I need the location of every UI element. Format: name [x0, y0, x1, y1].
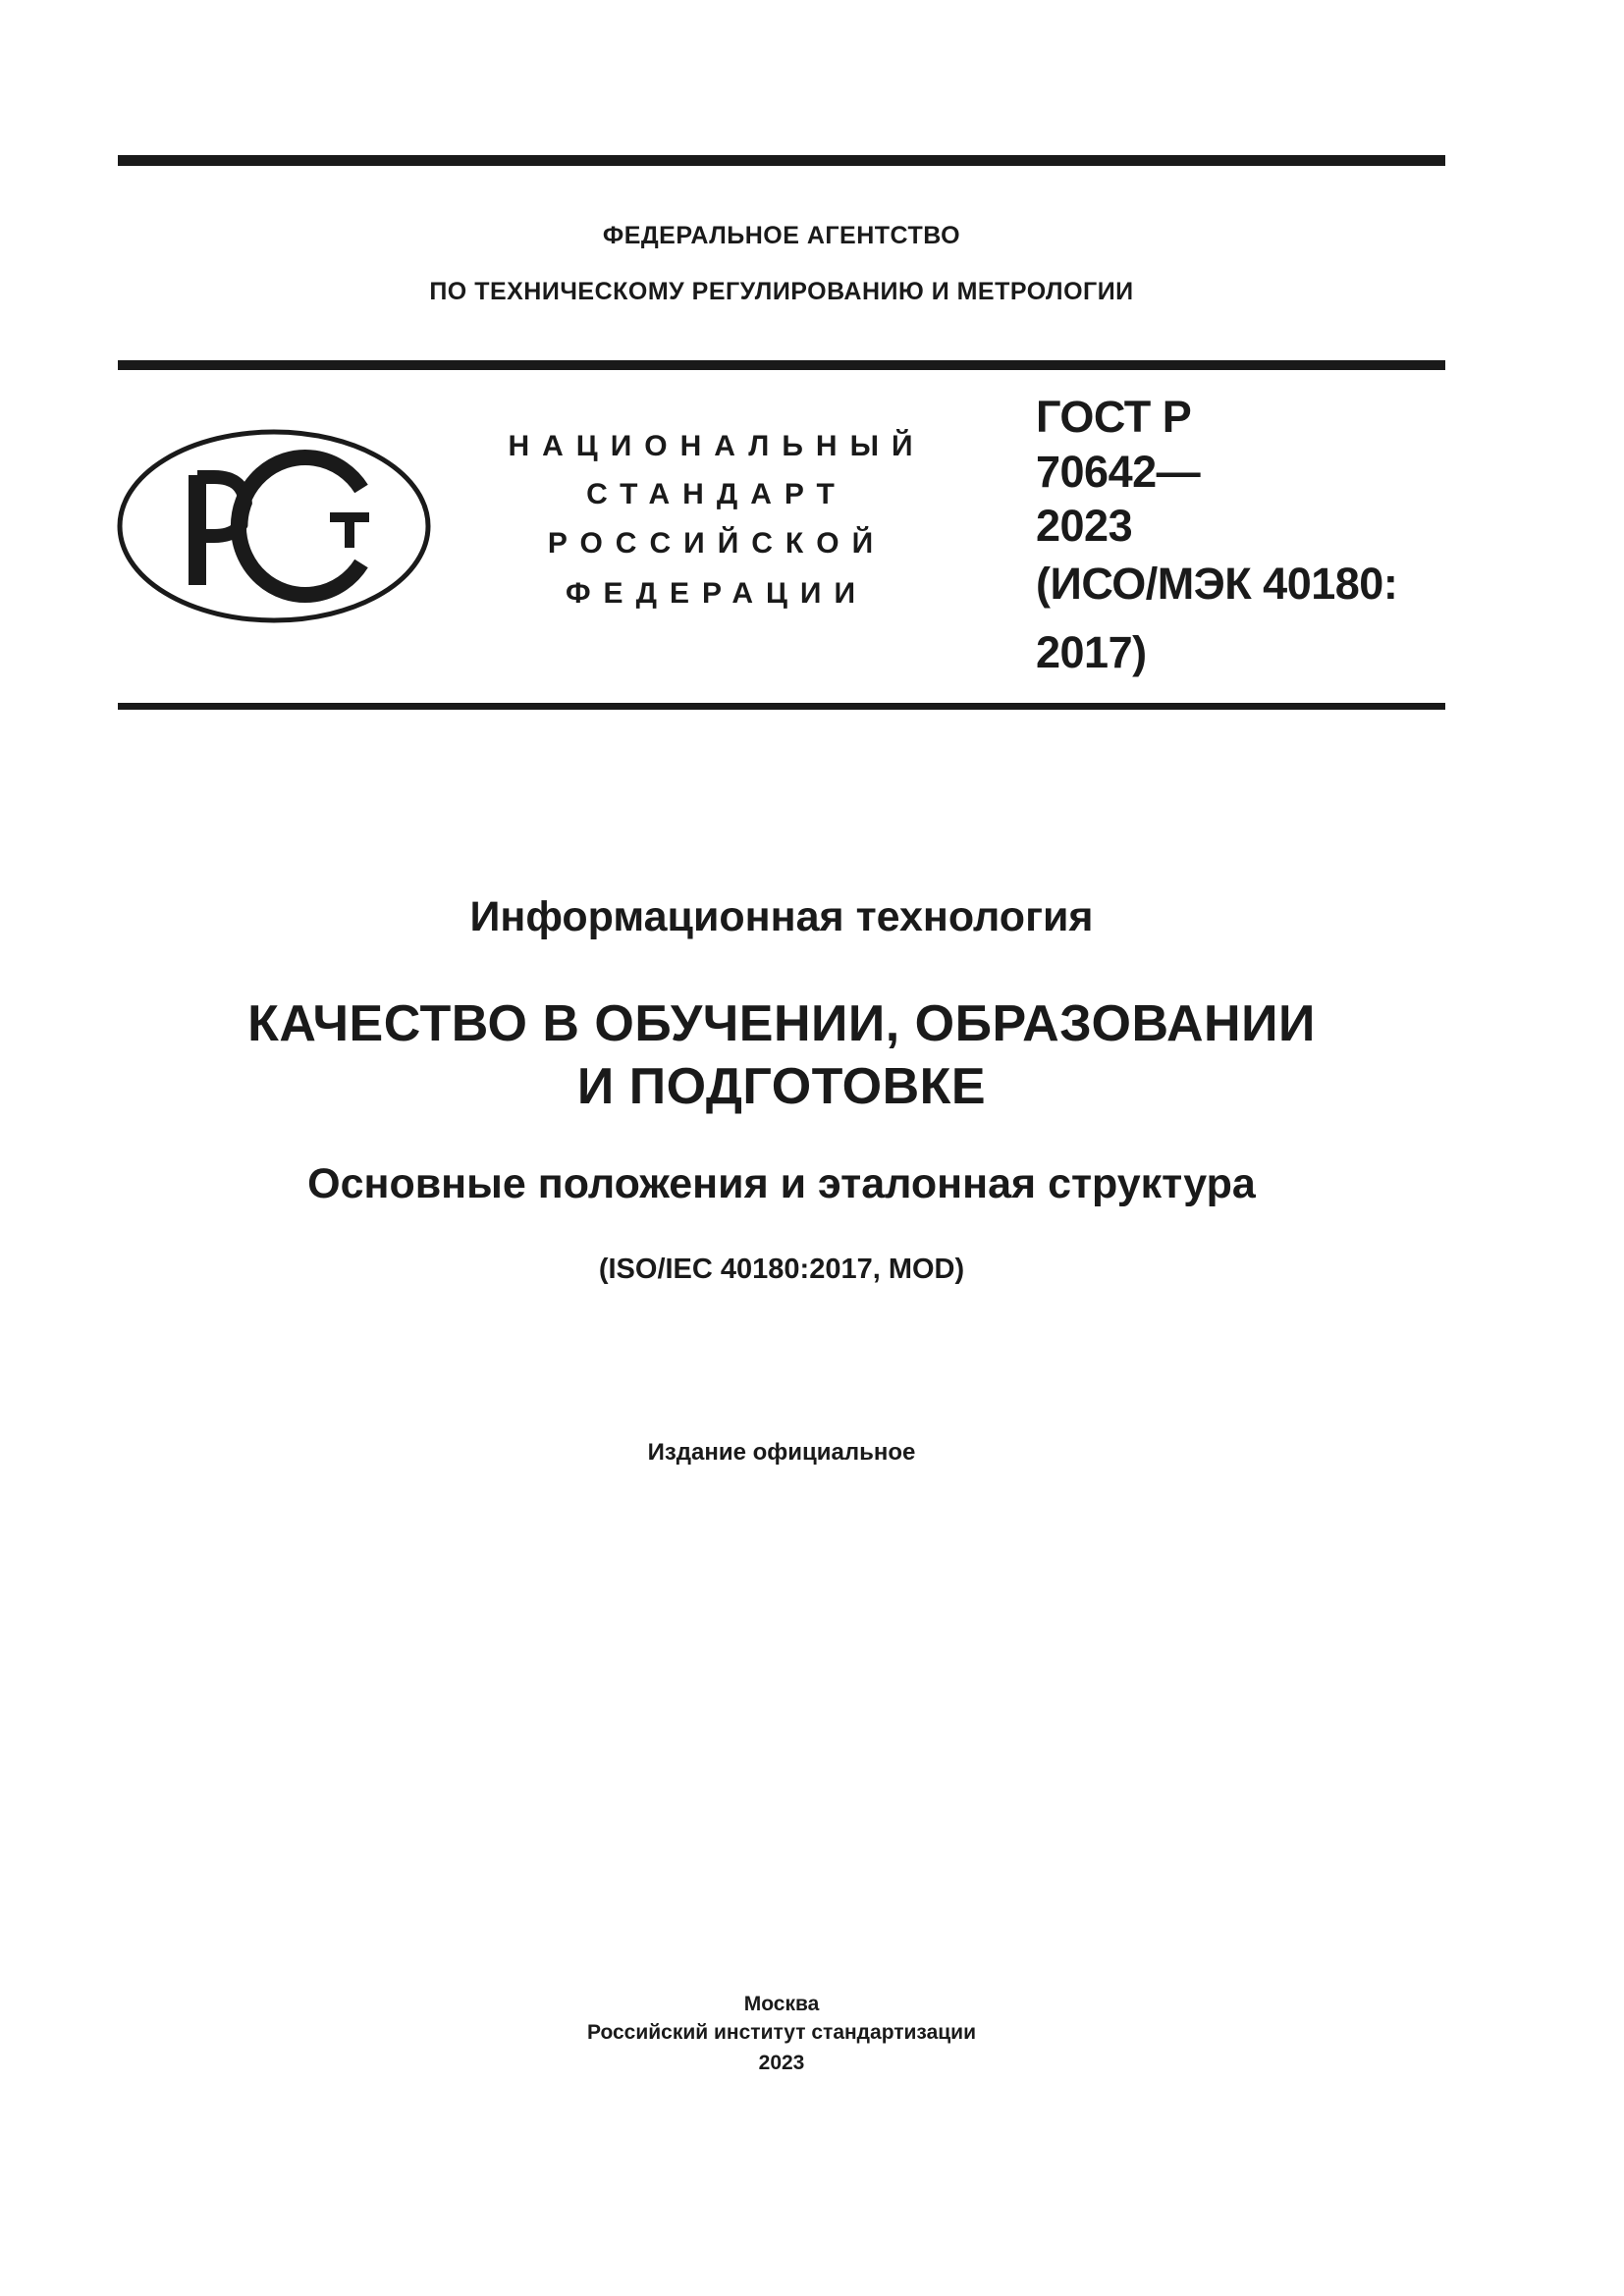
- top-rule: [118, 155, 1445, 166]
- iso-reference: (ISO/IEC 40180:2017, MOD): [598, 1254, 965, 1285]
- designation-line-4: (ИСО/МЭК 40180:: [1036, 559, 1398, 609]
- bottom-rule: [118, 703, 1445, 710]
- middle-rule: [118, 360, 1445, 370]
- agency-name-line-2: ПО ТЕХНИЧЕСКОМУ РЕГУЛИРОВАНИЮ И МЕТРОЛОГИИ: [429, 278, 1134, 305]
- national-standard-line-1: НАЦИОНАЛЬНЫЙ: [508, 430, 926, 462]
- national-standard-line-2: СТАНДАРТ: [586, 478, 847, 510]
- national-standard-line-3: РОССИЙСКОЙ: [547, 527, 887, 560]
- part-title: Основные положения и эталонная структура: [307, 1160, 1256, 1207]
- edition-label: Издание официальное: [647, 1439, 916, 1466]
- designation-line-2: 70642—: [1036, 447, 1201, 497]
- imprint-publisher: Российский институт стандартизации: [586, 2021, 977, 2044]
- subject-title: Информационная технология: [469, 893, 1094, 940]
- main-title-line-1: КАЧЕСТВО В ОБУЧЕНИИ, ОБРАЗОВАНИИ: [247, 995, 1316, 1052]
- national-standard-line-4: ФЕДЕРАЦИИ: [565, 577, 869, 610]
- imprint-year: 2023: [758, 2052, 805, 2074]
- rst-mark-icon: [116, 428, 432, 624]
- designation-line-3: 2023: [1036, 501, 1133, 551]
- main-title-line-2: И ПОДГОТОВКЕ: [576, 1058, 987, 1115]
- designation-line-1: ГОСТ Р: [1036, 392, 1192, 442]
- imprint-city: Москва: [743, 1993, 820, 2015]
- agency-name-line-1: ФЕДЕРАЛЬНОЕ АГЕНТСТВО: [602, 222, 961, 249]
- designation-line-5: 2017): [1036, 627, 1147, 677]
